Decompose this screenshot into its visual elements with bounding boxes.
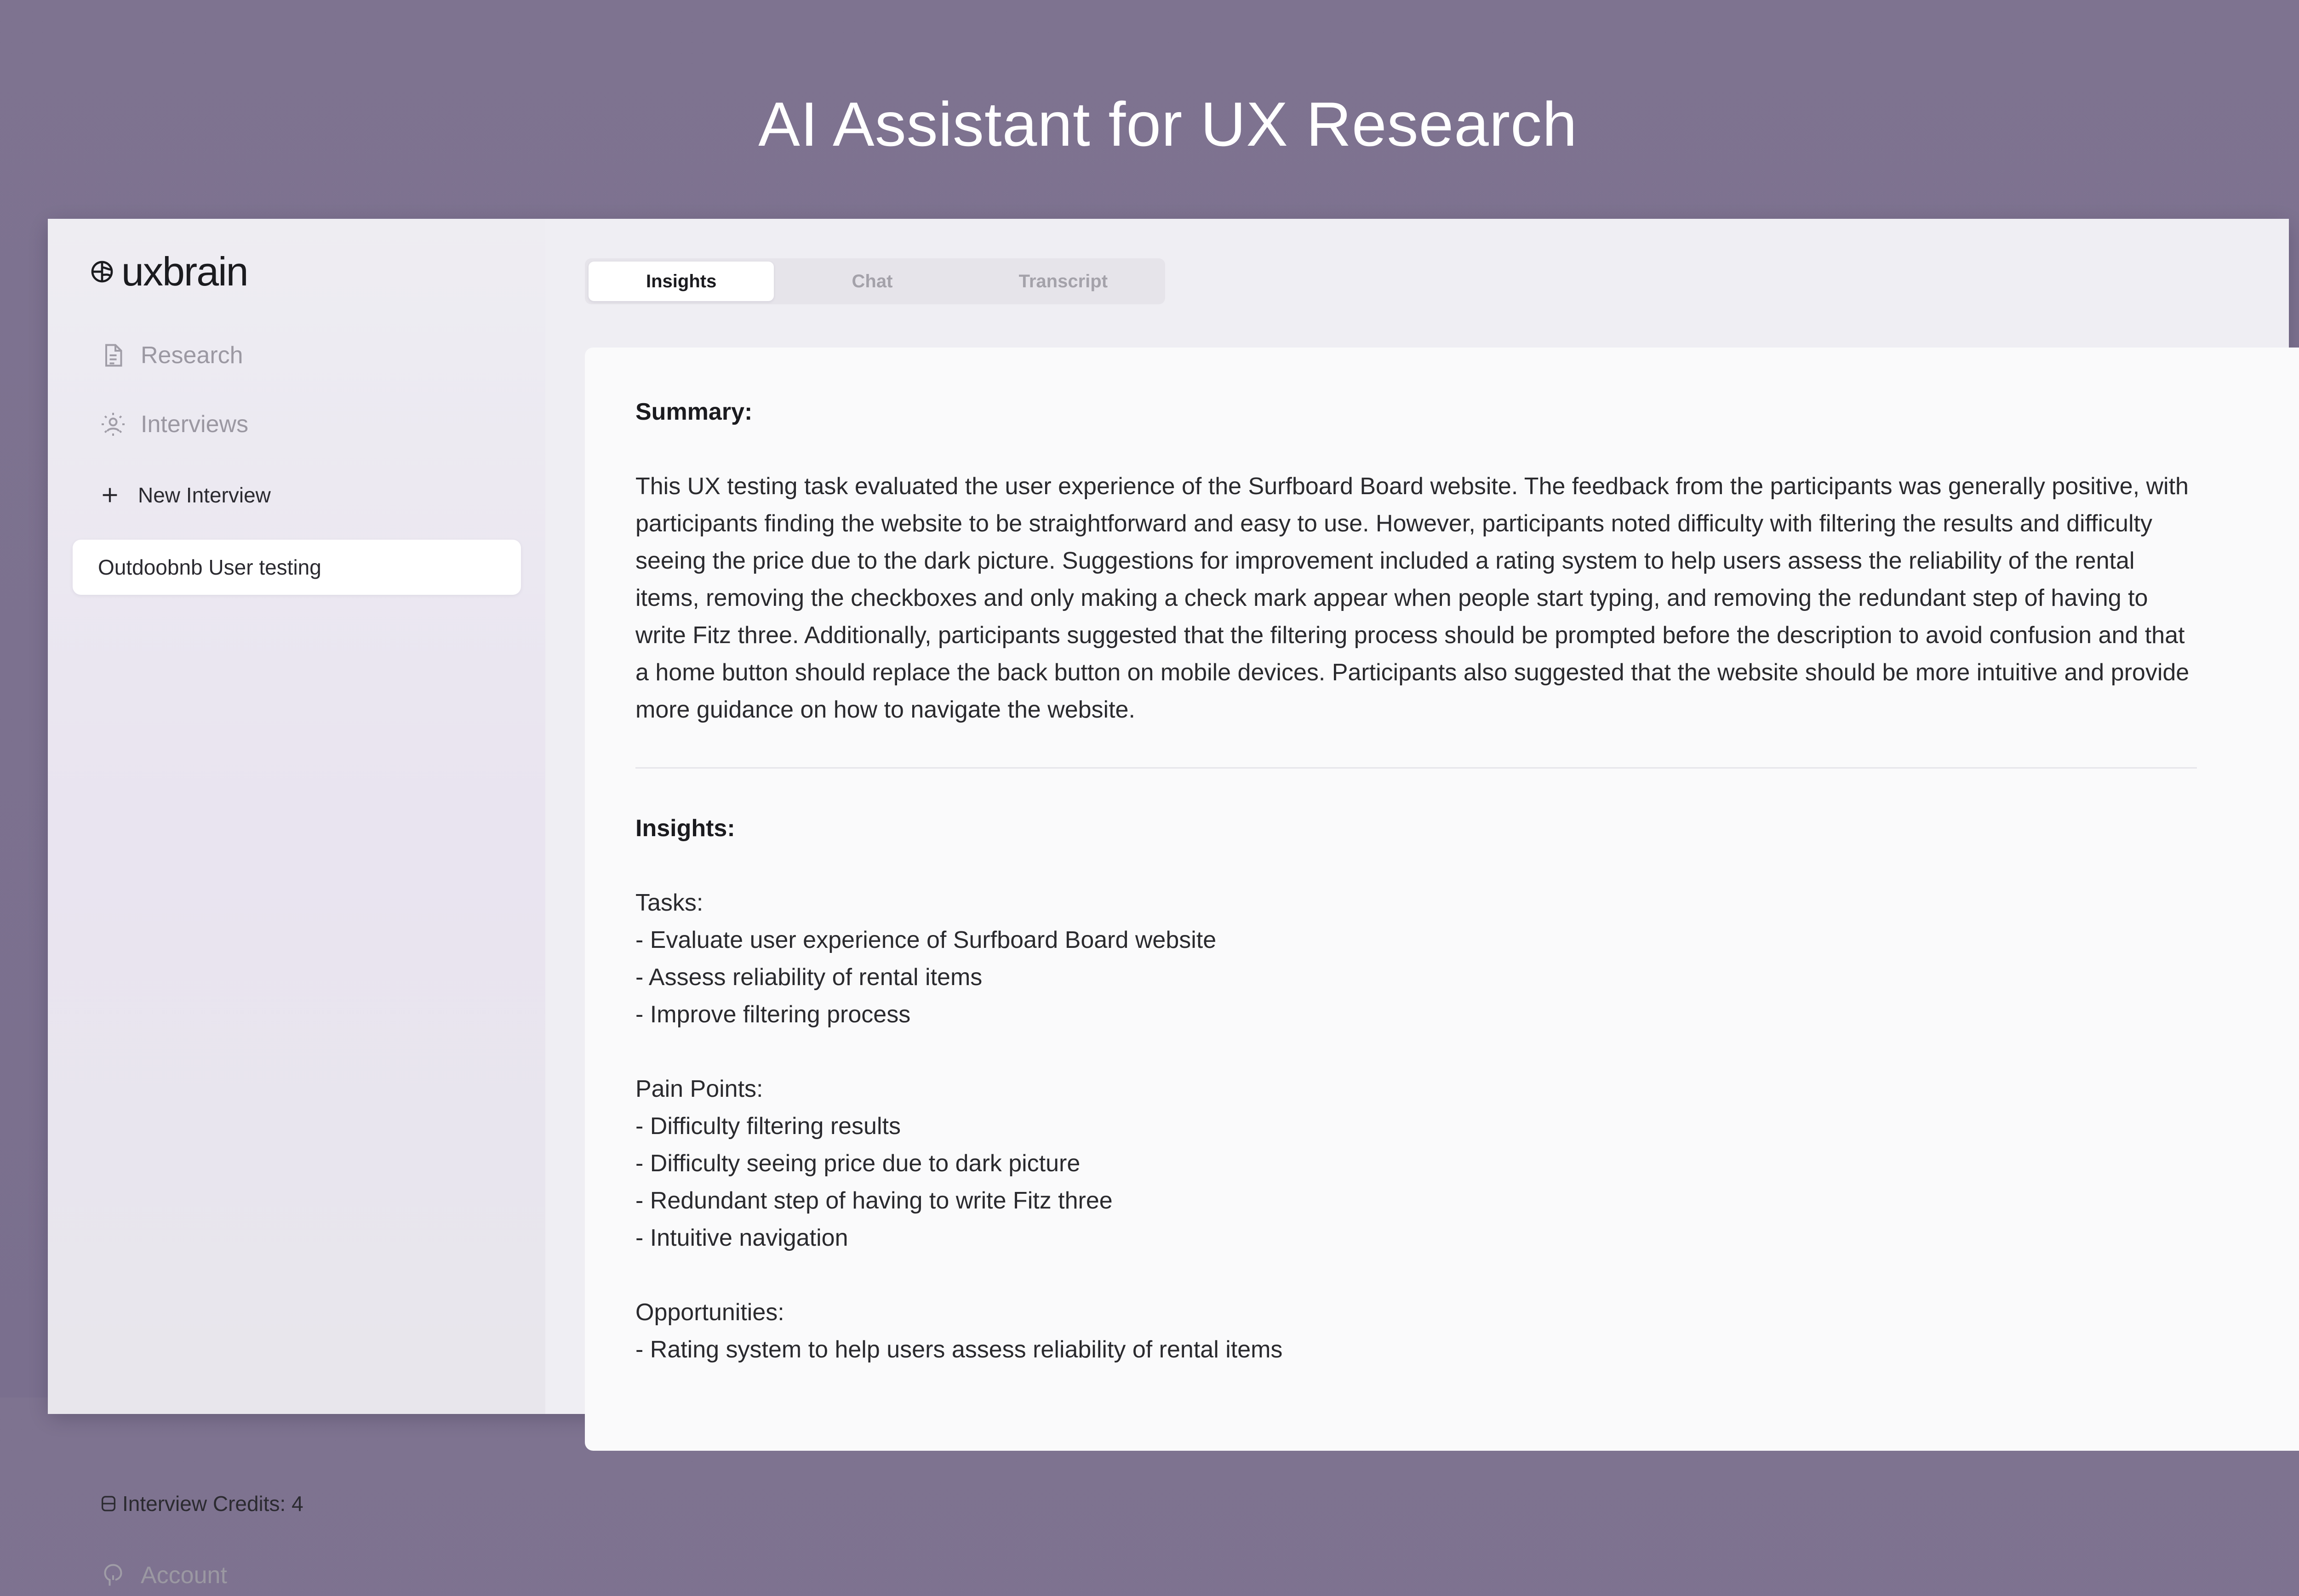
new-interview-button[interactable] [99,474,271,516]
tab-bar [585,258,1165,304]
main-panel [545,219,2289,1414]
opportunities-title: Opportunities: [635,1299,784,1326]
plus-icon [99,484,120,506]
tasks-section [635,884,2197,1033]
tasks-title: Tasks: [635,889,703,916]
opportunities-section [635,1294,2197,1368]
insights-panel [585,348,2299,1451]
divider [635,767,2197,769]
interview-credits [99,1485,303,1522]
brain-logo-icon [89,259,115,285]
sidebar [48,219,545,1589]
new-interview-label: New Interview [138,483,271,507]
list-item: - Redundant step of having to write Fitz three [635,1187,1113,1214]
list-item: - Intuitive navigation [635,1225,848,1251]
insights-content [635,393,2197,1368]
sidebar-item-research[interactable] [99,335,243,376]
database-icon [99,1494,118,1513]
tab-transcript[interactable]: Transcript [1018,271,1108,291]
account-icon [99,1562,127,1589]
insights-heading: Insights: [635,815,735,842]
list-item: - Rating system to help users assess reliability of rental items [635,1336,1283,1363]
sidebar-item-interviews[interactable] [99,404,248,445]
list-item: - Evaluate user experience of Surfboard Board website [635,927,1217,953]
summary-heading: Summary: [635,399,753,425]
pain-points-section [635,1071,2197,1257]
credits-label: Interview Credits: 4 [122,1492,303,1516]
sidebar-item-account[interactable] [99,1555,227,1596]
list-item: - Assess reliability of rental items [635,964,983,991]
interview-list-item[interactable] [73,540,521,595]
list-item: - Difficulty filtering results [635,1113,901,1140]
sidebar-item-label: Interviews [141,411,249,438]
sidebar-item-label: Account [141,1562,227,1589]
pain-points-title: Pain Points: [635,1076,763,1102]
list-item: - Difficulty seeing price due to dark picture [635,1150,1081,1177]
list-item: - Improve filtering process [635,1001,911,1028]
logo-text: uxbrain [121,249,248,294]
tab-insights[interactable]: Insights [589,262,774,301]
user-sun-icon [99,410,127,438]
sidebar-item-label: Research [141,342,243,369]
page-title: AI Assistant for UX Research [758,89,1578,159]
tab-chat[interactable]: Chat [852,271,893,291]
app-window [48,219,2289,1589]
logo[interactable] [89,246,248,297]
document-icon [99,342,127,369]
summary-text: This UX testing task evaluated the user experience of the Surfboard Board website. The feedback from the participants was generally positive, with participants finding the website to be straightforward and easy to use. However, participants noted difficulty with filtering the results and difficulty seeing the price due to the dark picture. Suggestions for improvement included a rating system to help users assess the reliability of the rental items, removing the checkboxes and only making a check mark appear when people start typing, and removing the redundant step of having to write Fitz three. Additionally, participants suggested that the filtering process should be prompted before the description to avoid confusion and that a home button should replace the back button on mobile devices. Participants also suggested that the website should be more intuitive and provide more guidance on how to navigate the website. [635,473,2190,723]
interview-title: Outdoobnb User testing [98,555,321,579]
